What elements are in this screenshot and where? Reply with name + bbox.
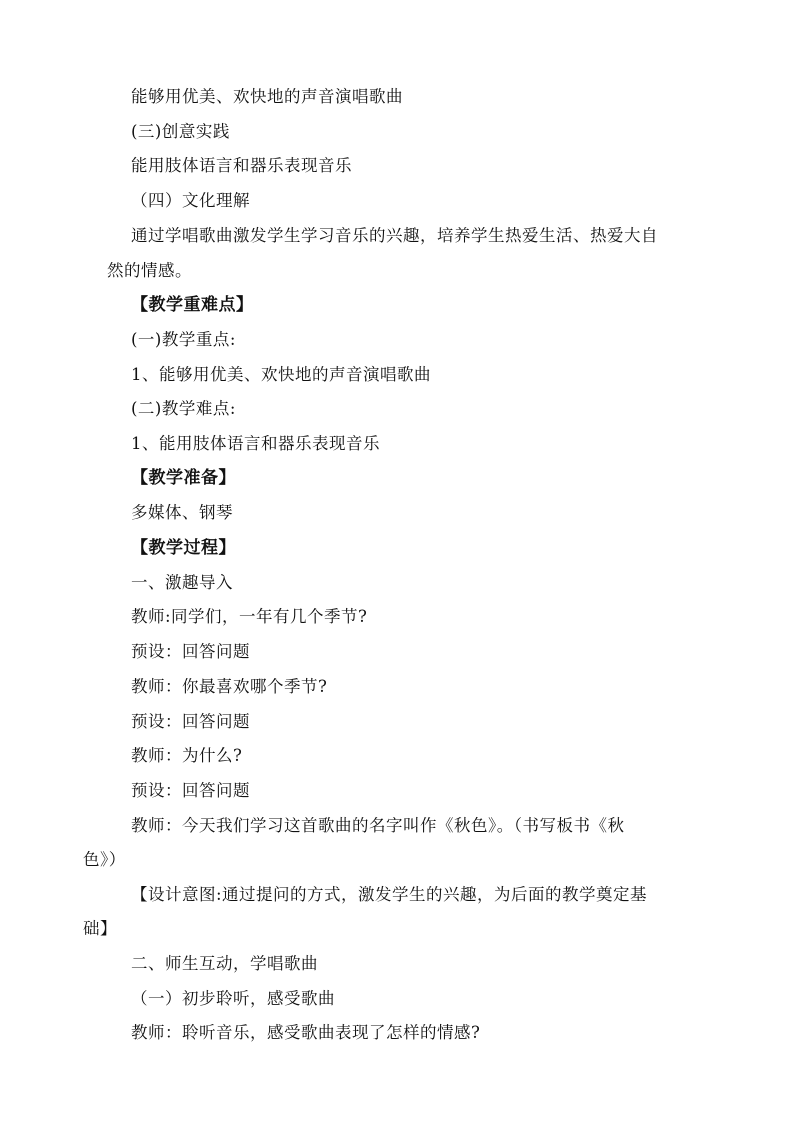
dialogue-line: 色》） <box>83 850 126 869</box>
dialogue-line: 教师：为什么? <box>131 746 243 765</box>
section-heading: （四）文化理解 <box>131 191 250 210</box>
bold-heading: 【教学准备】 <box>131 468 236 488</box>
section-heading: 一、激趣导入 <box>131 573 233 592</box>
text-line: 多媒体、钢琴 <box>131 503 233 522</box>
section-heading: (一)教学重点: <box>131 330 236 349</box>
text-line: 1、能够用优美、欢快地的声音演唱歌曲 <box>131 365 431 384</box>
dialogue-line: 教师：你最喜欢哪个季节? <box>131 677 328 696</box>
section-heading: 二、师生互动，学唱歌曲 <box>131 954 318 973</box>
bold-heading: 【教学重难点】 <box>131 295 254 315</box>
text-line: 能用肢体语言和器乐表现音乐 <box>131 156 352 175</box>
dialogue-line: 教师:同学们，一年有几个季节? <box>131 607 368 626</box>
paragraph-line: 然的情感。 <box>107 261 192 280</box>
text-line: 1、能用肢体语言和器乐表现音乐 <box>131 434 380 453</box>
dialogue-line: 预设：回答问题 <box>131 642 250 661</box>
bold-heading: 【教学过程】 <box>131 538 236 558</box>
dialogue-line: 教师：聆听音乐，感受歌曲表现了怎样的情感? <box>131 1023 481 1042</box>
design-intent-line: 【设计意图:通过提问的方式，激发学生的兴趣，为后面的教学奠定基 <box>131 885 648 904</box>
section-heading: （一）初步聆听，感受歌曲 <box>131 989 335 1008</box>
design-intent-line: 础】 <box>83 919 117 938</box>
dialogue-line: 教师：今天我们学习这首歌曲的名字叫作《秋色》。（书写板书《秋 <box>131 816 625 835</box>
section-heading: (二)教学难点: <box>131 399 236 418</box>
dialogue-line: 预设：回答问题 <box>131 781 250 800</box>
dialogue-line: 预设：回答问题 <box>131 712 250 731</box>
paragraph-line: 通过学唱歌曲激发学生学习音乐的兴趣，培养学生热爱生活、热爱大自 <box>131 226 658 245</box>
text-line: 能够用优美、欢快地的声音演唱歌曲 <box>131 87 403 106</box>
section-heading: (三)创意实践 <box>131 122 230 141</box>
